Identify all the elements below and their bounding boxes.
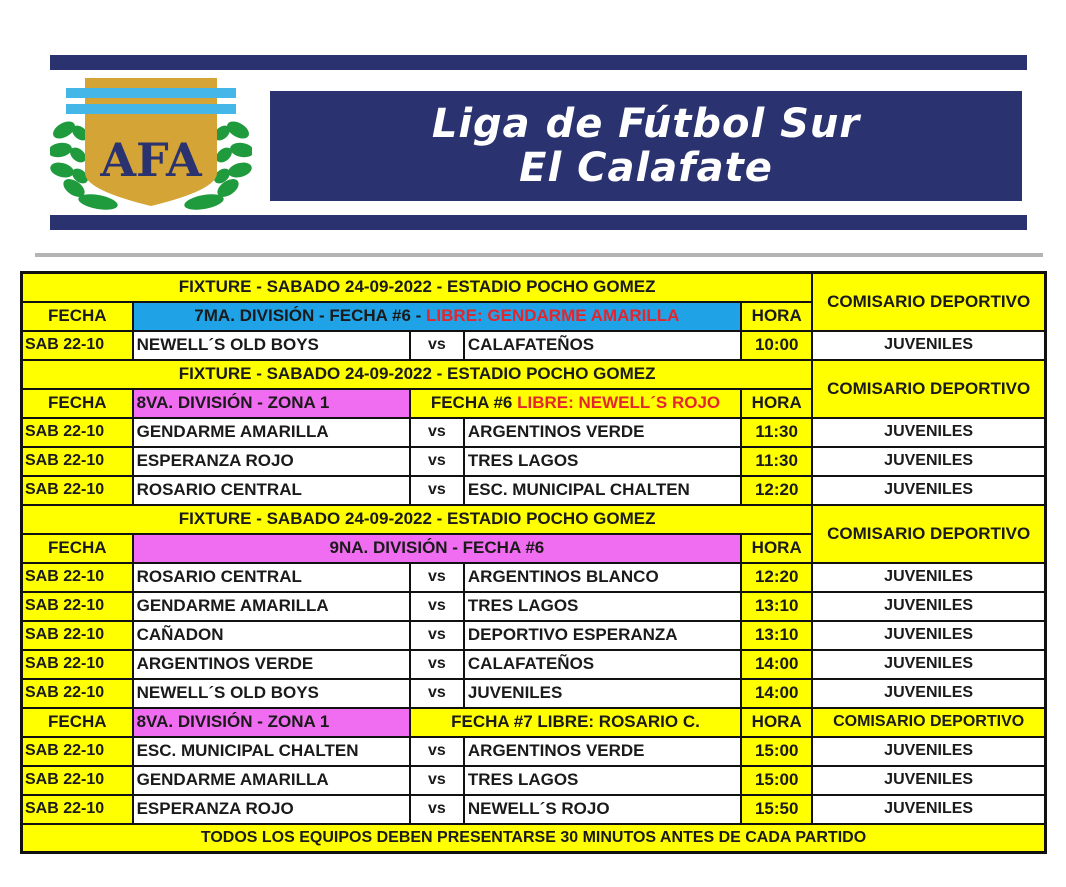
home-team: ARGENTINOS VERDE (133, 650, 410, 679)
match-date: SAB 22-10 (22, 331, 133, 360)
fixture-title-row (22, 273, 1046, 302)
match-date: SAB 22-10 (22, 621, 133, 650)
home-team: CAÑADON (133, 621, 410, 650)
home-team: ESC. MUNICIPAL CHALTEN (133, 737, 410, 766)
comisario-header: COMISARIO DEPORTIVO (812, 273, 1045, 331)
comisario-header: COMISARIO DEPORTIVO (812, 708, 1045, 737)
vs-label: vs (410, 621, 464, 650)
league-title-line1: Liga de Fútbol Sur (431, 101, 861, 147)
home-team: GENDARME AMARILLA (133, 418, 410, 447)
home-team: ROSARIO CENTRAL (133, 563, 410, 592)
away-team: ARGENTINOS BLANCO (464, 563, 741, 592)
comisario: JUVENILES (812, 476, 1045, 505)
comisario: JUVENILES (812, 621, 1045, 650)
match-time: 15:00 (741, 737, 812, 766)
afa-logo (50, 78, 252, 214)
match-date: SAB 22-10 (22, 795, 133, 824)
match-row (22, 418, 1046, 447)
afa-crest-icon (50, 78, 252, 214)
match-row (22, 650, 1046, 679)
comisario: JUVENILES (812, 795, 1045, 824)
header-top-stripe (50, 55, 1027, 70)
comisario-header: COMISARIO DEPORTIVO (812, 505, 1045, 563)
hora-header: HORA (741, 708, 812, 737)
match-row (22, 592, 1046, 621)
fecha-header: FECHA (22, 534, 133, 563)
match-date: SAB 22-10 (22, 476, 133, 505)
fixture-title-row (22, 360, 1046, 389)
away-team: CALAFATEÑOS (464, 650, 741, 679)
vs-label: vs (410, 795, 464, 824)
match-row (22, 476, 1046, 505)
vs-label: vs (410, 563, 464, 592)
away-team: NEWELL´S ROJO (464, 795, 741, 824)
match-time: 11:30 (741, 447, 812, 476)
vs-label: vs (410, 447, 464, 476)
division-label: 7MA. DIVISIÓN - FECHA #6 - (194, 306, 427, 325)
match-time: 13:10 (741, 592, 812, 621)
match-time: 14:00 (741, 679, 812, 708)
match-row (22, 679, 1046, 708)
footer-row (22, 824, 1046, 853)
vs-label: vs (410, 766, 464, 795)
libre-label: LIBRE: GENDARME AMARILLA (426, 306, 680, 325)
comisario: JUVENILES (812, 592, 1045, 621)
vs-label: vs (410, 331, 464, 360)
match-row (22, 331, 1046, 360)
match-date: SAB 22-10 (22, 650, 133, 679)
away-team: JUVENILES (464, 679, 741, 708)
match-row (22, 621, 1046, 650)
comisario: JUVENILES (812, 766, 1045, 795)
match-date: SAB 22-10 (22, 447, 133, 476)
home-team: NEWELL´S OLD BOYS (133, 679, 410, 708)
match-time: 15:50 (741, 795, 812, 824)
match-time: 10:00 (741, 331, 812, 360)
match-date: SAB 22-10 (22, 418, 133, 447)
match-row (22, 447, 1046, 476)
fixture-title: FIXTURE - SABADO 24-09-2022 - ESTADIO POCHO GOMEZ (22, 273, 813, 302)
division-header (133, 302, 742, 331)
vs-label: vs (410, 418, 464, 447)
match-time: 13:10 (741, 621, 812, 650)
match-row (22, 795, 1046, 824)
away-team: TRES LAGOS (464, 447, 741, 476)
libre-label: LIBRE: NEWELL´S ROJO (517, 393, 721, 412)
fecha-header: FECHA (22, 389, 133, 418)
match-time: 14:00 (741, 650, 812, 679)
home-team: ESPERANZA ROJO (133, 795, 410, 824)
match-time: 12:20 (741, 476, 812, 505)
home-team: NEWELL´S OLD BOYS (133, 331, 410, 360)
away-team: ARGENTINOS VERDE (464, 418, 741, 447)
match-row (22, 766, 1046, 795)
fixture-table (20, 271, 1047, 854)
fixture-title-row (22, 505, 1046, 534)
match-time: 11:30 (741, 418, 812, 447)
fixture-title: FIXTURE - SABADO 24-09-2022 - ESTADIO POCHO GOMEZ (22, 505, 813, 534)
match-date: SAB 22-10 (22, 592, 133, 621)
away-team: DEPORTIVO ESPERANZA (464, 621, 741, 650)
vs-label: vs (410, 476, 464, 505)
home-team: ROSARIO CENTRAL (133, 476, 410, 505)
home-team: GENDARME AMARILLA (133, 592, 410, 621)
vs-label: vs (410, 679, 464, 708)
section-header-row (22, 708, 1046, 737)
home-team: GENDARME AMARILLA (133, 766, 410, 795)
away-team: TRES LAGOS (464, 766, 741, 795)
comisario: JUVENILES (812, 331, 1045, 360)
comisario: JUVENILES (812, 418, 1045, 447)
fecha-label: FECHA #6 (430, 393, 518, 412)
away-team: CALAFATEÑOS (464, 331, 741, 360)
match-date: SAB 22-10 (22, 563, 133, 592)
comisario: JUVENILES (812, 563, 1045, 592)
fecha-header: FECHA (22, 708, 133, 737)
divider (35, 253, 1043, 257)
league-title-line2: El Calafate (519, 145, 773, 191)
home-team: ESPERANZA ROJO (133, 447, 410, 476)
fecha-libre-header: FECHA #7 LIBRE: ROSARIO C. (410, 708, 741, 737)
comisario: JUVENILES (812, 447, 1045, 476)
division-header: 8VA. DIVISIÓN - ZONA 1 (133, 389, 410, 418)
away-team: TRES LAGOS (464, 592, 741, 621)
vs-label: vs (410, 737, 464, 766)
match-date: SAB 22-10 (22, 766, 133, 795)
hora-header: HORA (741, 389, 812, 418)
away-team: ARGENTINOS VERDE (464, 737, 741, 766)
footer-note: TODOS LOS EQUIPOS DEBEN PRESENTARSE 30 MINUTOS ANTES DE CADA PARTIDO (22, 824, 1046, 853)
match-date: SAB 22-10 (22, 737, 133, 766)
vs-label: vs (410, 592, 464, 621)
fixture-title: FIXTURE - SABADO 24-09-2022 - ESTADIO POCHO GOMEZ (22, 360, 813, 389)
header-bottom-stripe (50, 215, 1027, 230)
match-date: SAB 22-10 (22, 679, 133, 708)
match-time: 15:00 (741, 766, 812, 795)
fecha-header: FECHA (22, 302, 133, 331)
fecha-libre-header (410, 389, 741, 418)
league-title-banner (270, 91, 1022, 201)
match-time: 12:20 (741, 563, 812, 592)
comisario: JUVENILES (812, 679, 1045, 708)
match-row (22, 563, 1046, 592)
comisario: JUVENILES (812, 737, 1045, 766)
vs-label: vs (410, 650, 464, 679)
match-row (22, 737, 1046, 766)
hora-header: HORA (741, 302, 812, 331)
comisario-header: COMISARIO DEPORTIVO (812, 360, 1045, 418)
comisario: JUVENILES (812, 650, 1045, 679)
svg-text:AFA: AFA (100, 133, 202, 187)
away-team: ESC. MUNICIPAL CHALTEN (464, 476, 741, 505)
hora-header: HORA (741, 534, 812, 563)
division-header: 9NA. DIVISIÓN - FECHA #6 (133, 534, 742, 563)
division-header: 8VA. DIVISIÓN - ZONA 1 (133, 708, 410, 737)
